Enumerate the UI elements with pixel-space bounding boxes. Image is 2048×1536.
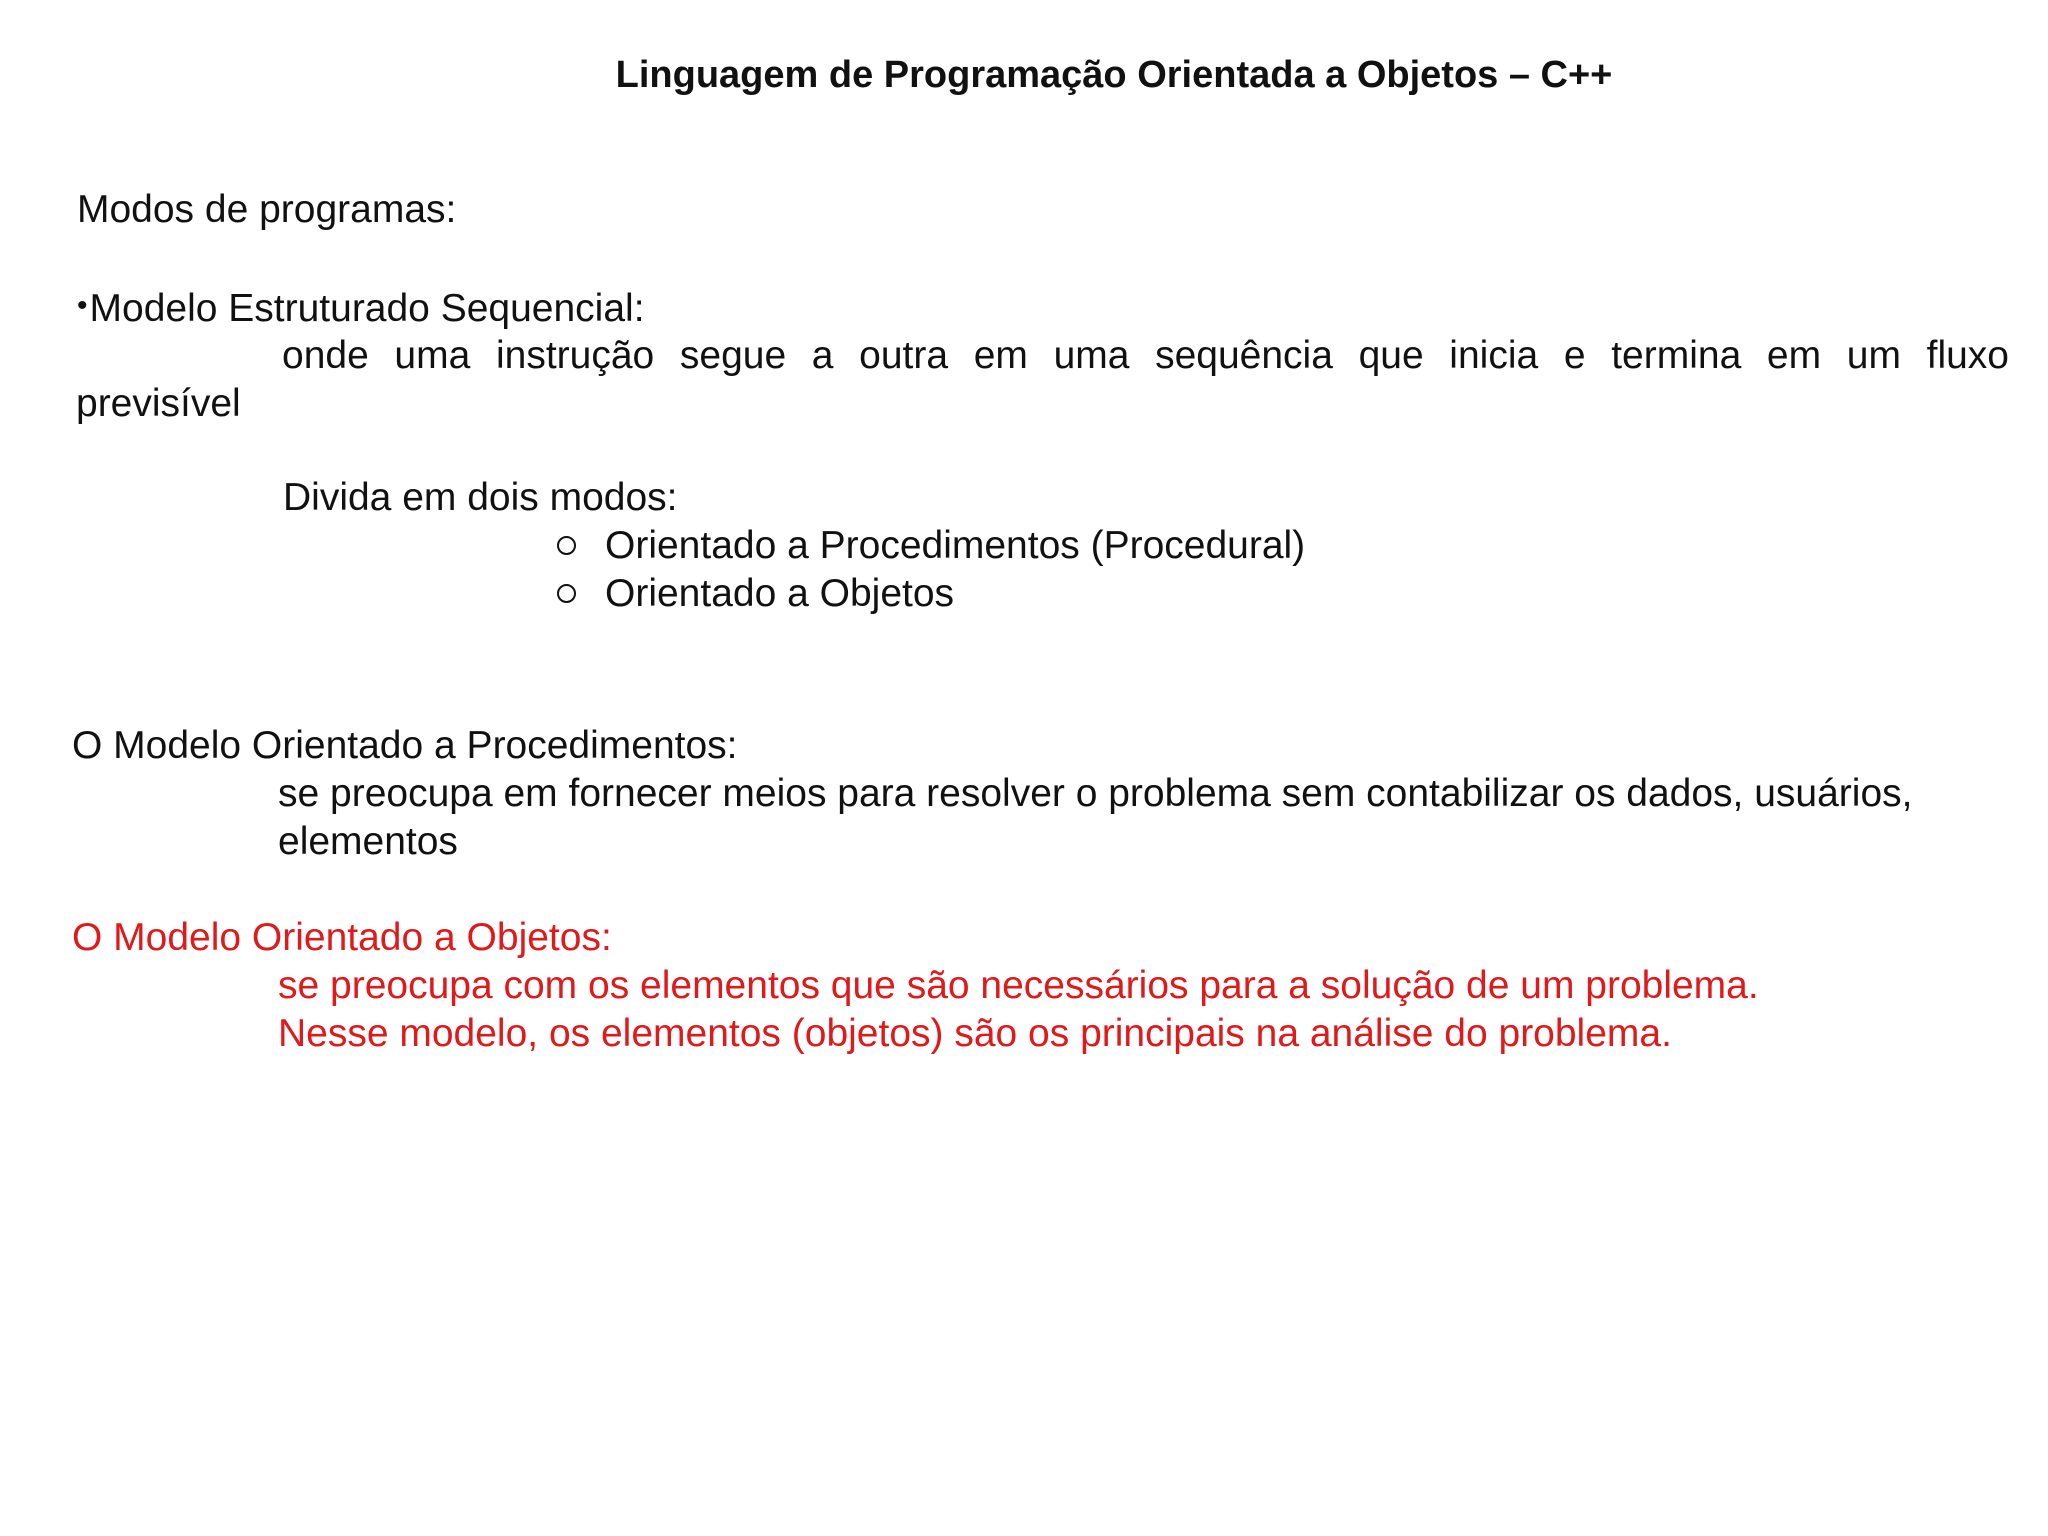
divide-intro: Divida em dois modos: xyxy=(283,476,678,519)
page-title: Linguagem de Programação Orientada a Objetos – C++ xyxy=(615,54,1613,96)
procedural-heading: O Modelo Orientado a Procedimentos: xyxy=(72,724,738,767)
oo-line-1: se preocupa com os elementos que são necessários para a solução de um problema. xyxy=(278,964,1759,1007)
structured-description: onde uma instrução segue a outra em uma sequência que inicia e termina em um fluxo previsível xyxy=(76,334,2009,425)
structured-heading-line xyxy=(77,282,645,333)
circle-bullet-icon xyxy=(557,584,576,603)
procedural-line-1: se preocupa em fornecer meios para resolver o problema sem contabilizar os dados, usuários, xyxy=(278,772,1913,815)
modes-heading: Modos de programas: xyxy=(77,188,457,231)
sub-mode-objects: Orientado a Objetos xyxy=(605,572,955,615)
oo-heading: O Modelo Orientado a Objetos: xyxy=(72,916,612,959)
bullet-icon: • xyxy=(77,289,88,322)
procedural-line-2: elementos xyxy=(278,820,458,863)
oo-line-2: Nesse modelo, os elementos (objetos) são os principais na análise do problema. xyxy=(278,1012,1672,1055)
structured-heading: Modelo Estruturado Sequencial: xyxy=(89,287,645,330)
sub-mode-procedural: Orientado a Procedimentos (Procedural) xyxy=(605,524,1306,567)
circle-bullet-icon xyxy=(557,536,576,555)
